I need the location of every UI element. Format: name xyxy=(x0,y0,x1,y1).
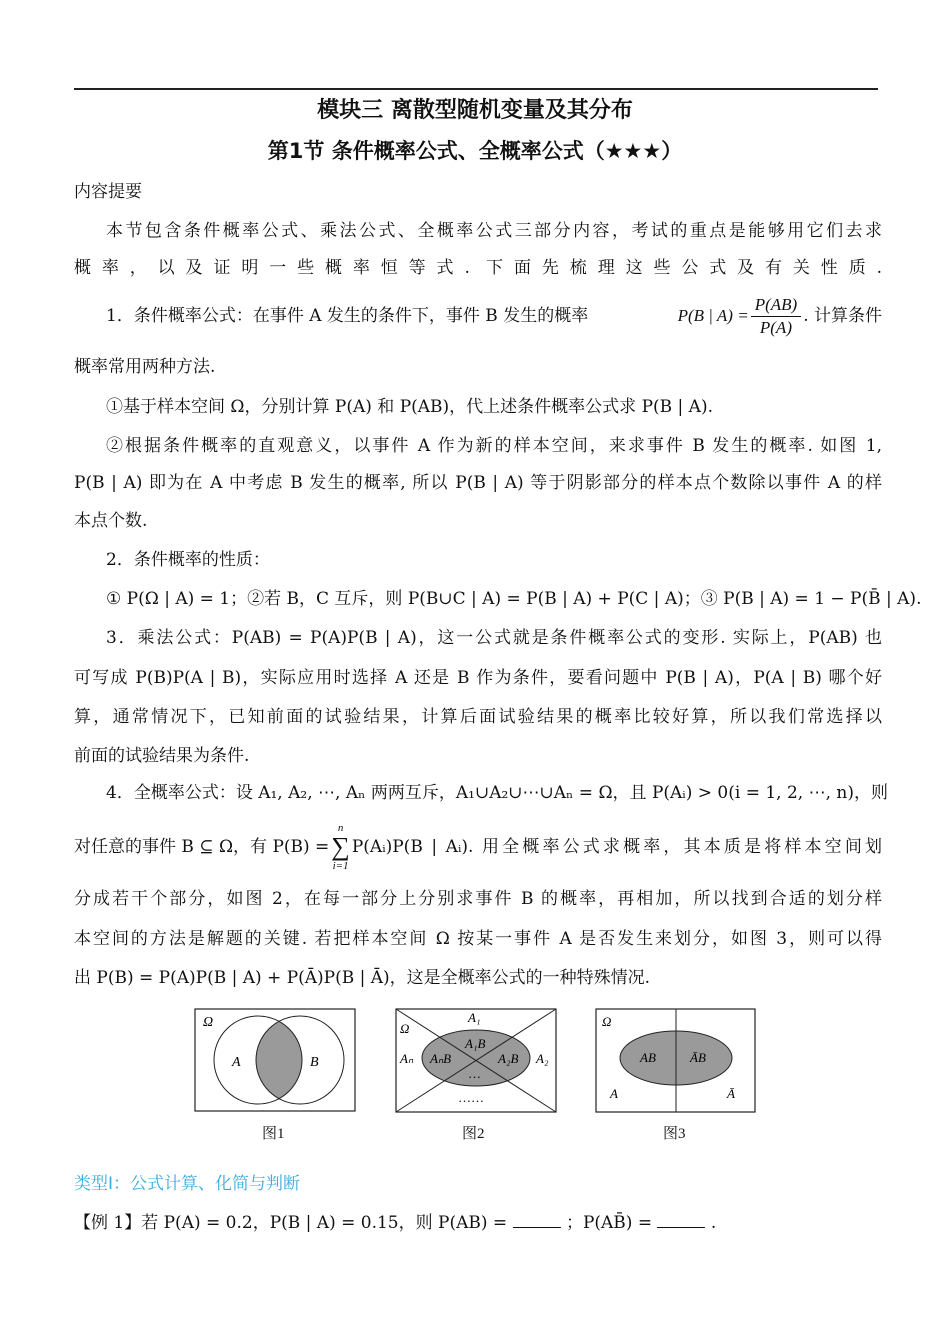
total-prob-tail: P(Aᵢ)P(B | Aᵢ). 用全概率公式求概率，其本质是将样本空间划 xyxy=(351,837,882,857)
property-heading: 2．条件概率的性质： xyxy=(106,550,270,570)
total-prob-line-5: 出 P(B) = P(A)P(B | A) + P(Ā)P(B | Ā)，这是全概率公式的一种特殊情况. xyxy=(74,968,651,988)
multiplication-line-2: 可写成 P(B)P(A | B)，实际应用时选择 A 还是 B 作为条件，要看问题中 P(B | A)，P(A | B) 哪个好 xyxy=(74,668,882,688)
answer-blank-2[interactable] xyxy=(657,1211,705,1228)
fig3-omega: Ω xyxy=(602,1014,612,1029)
fig3-label-ab: AB xyxy=(640,1050,656,1065)
fraction-denominator: P(A) xyxy=(759,317,792,337)
fig2-inner-dots: … xyxy=(468,1066,481,1081)
property-list: ① P(Ω | A) = 1；②若 B，C 互斥，则 P(B∪C | A) = P(B | A) + P(C | A)；③ P(B | A) = 1 − P(B̄ | A). xyxy=(106,589,922,609)
summation-symbol xyxy=(331,822,350,872)
fig1-omega: Ω xyxy=(203,1015,214,1030)
answer-blank-1[interactable] xyxy=(513,1211,561,1228)
intro-line-1: 本节包含条件概率公式、乘法公式、全概率公式三部分内容，考试的重点是能够用它们去求 xyxy=(106,221,882,241)
fig1-label-b: B xyxy=(310,1055,319,1070)
conditional-fraction xyxy=(751,294,801,339)
example-1-end: . xyxy=(710,1213,717,1233)
section-title: 第1节 条件概率公式、全概率公式（★★★） xyxy=(267,139,683,163)
module-title: 模块三 离散型随机变量及其分布 xyxy=(317,98,633,123)
method-2-line-1: ②根据条件概率的直观意义，以事件 A 作为新的样本空间，来求事件 B 发生的概率. 如图 1, xyxy=(106,436,882,456)
fig3-label-abar-b: ĀB xyxy=(690,1050,706,1065)
fig3-label-abar: Ā xyxy=(727,1086,735,1101)
fig2-label-a1: A₁ xyxy=(468,1010,481,1025)
example-1-mid: ；P(AB̄) = xyxy=(565,1213,653,1233)
p1-tail: . 计算条件 xyxy=(803,306,882,326)
sum-upper: n xyxy=(337,822,344,834)
multiplication-line-1: 3．乘法公式：P(AB) = P(A)P(B | A)，这一公式就是条件概率公式的变形. 实际上，P(AB) 也 xyxy=(106,628,882,648)
intro-line-2: 概率，以及证明一些概率恒等式. 下面先梳理这些公式及有关性质. xyxy=(74,258,882,278)
total-prob-line-4: 本空间的方法是解题的关键. 若把样本空间 Ω 按某一事件 A 是否发生来划分，如图 3，则可以得 xyxy=(74,929,882,949)
p1-lhs: P(B | A) = xyxy=(677,306,749,325)
total-prob-line-2 xyxy=(74,823,882,871)
fig2-bottom-dots: …… xyxy=(458,1090,484,1105)
top-rule xyxy=(74,88,878,90)
figure-2-caption: 图2 xyxy=(462,1126,485,1142)
figure-2-partition xyxy=(396,1009,556,1112)
fig2-label-a2b: A₂B xyxy=(498,1051,519,1066)
type-heading: 类型Ⅰ：公式计算、化简与判断 xyxy=(74,1174,301,1194)
figure-1-venn xyxy=(195,1009,355,1111)
total-prob-line-1: 4．全概率公式：设 A₁, A₂, ⋯, Aₙ 两两互斥，A₁∪A₂∪⋯∪Aₙ = Ω，且 P(Aᵢ) > 0(i = 1, 2, ⋯, n)，则 xyxy=(106,783,888,803)
fig2-label-a1b: A₁B xyxy=(465,1036,486,1051)
method-2-line-3: 本点个数. xyxy=(74,511,148,531)
figure-3-split xyxy=(596,1009,755,1112)
fig2-label-a2: A₂ xyxy=(536,1051,549,1066)
summary-heading: 内容提要 xyxy=(74,182,142,202)
fig3-label-a: A xyxy=(610,1086,618,1101)
sum-lower: i=1 xyxy=(332,860,349,872)
fraction-numerator: P(AB) xyxy=(751,294,801,317)
method-2-line-2: P(B | A) 即为在 A 中考虑 B 发生的概率, 所以 P(B | A) 等于阴影部分的样本点个数除以事件 A 的样 xyxy=(74,473,882,493)
fig1-label-a: A xyxy=(232,1055,241,1070)
multiplication-line-3: 算，通常情况下，已知前面的试验结果，计算后面试验结果的概率比较好算，所以我们常选择以 xyxy=(74,707,882,727)
method-1: ①基于样本空间 Ω，分别计算 P(A) 和 P(AB)，代上述条件概率公式求 P(B | A). xyxy=(106,397,713,417)
p1-lead: 1．条件概率公式：在事件 A 发生的条件下，事件 B 发生的概率 xyxy=(106,306,589,326)
fig2-label-an: Aₙ xyxy=(400,1051,414,1066)
figure-1-caption: 图1 xyxy=(262,1126,285,1142)
sigma: ∑ xyxy=(331,832,350,861)
total-prob-line-3: 分成若干个部分，如图 2，在每一部分上分别求事件 B 的概率，再相加，所以找到合适的划分样 xyxy=(74,889,882,909)
conditional-formula-line xyxy=(106,291,882,341)
p1-line-2: 概率常用两种方法. xyxy=(74,357,216,377)
fig2-label-anb: AₙB xyxy=(430,1051,452,1066)
example-1-lead: 【例 1】若 P(A) = 0.2，P(B | A) = 0.15，则 P(AB) = xyxy=(74,1213,508,1233)
figure-3-caption: 图3 xyxy=(663,1126,686,1142)
fig2-omega: Ω xyxy=(400,1021,410,1036)
total-prob-lead: 对任意的事件 B ⊆ Ω，有 P(B) = xyxy=(74,837,330,857)
example-1 xyxy=(74,1211,882,1235)
multiplication-line-4: 前面的试验结果为条件. xyxy=(74,746,250,766)
